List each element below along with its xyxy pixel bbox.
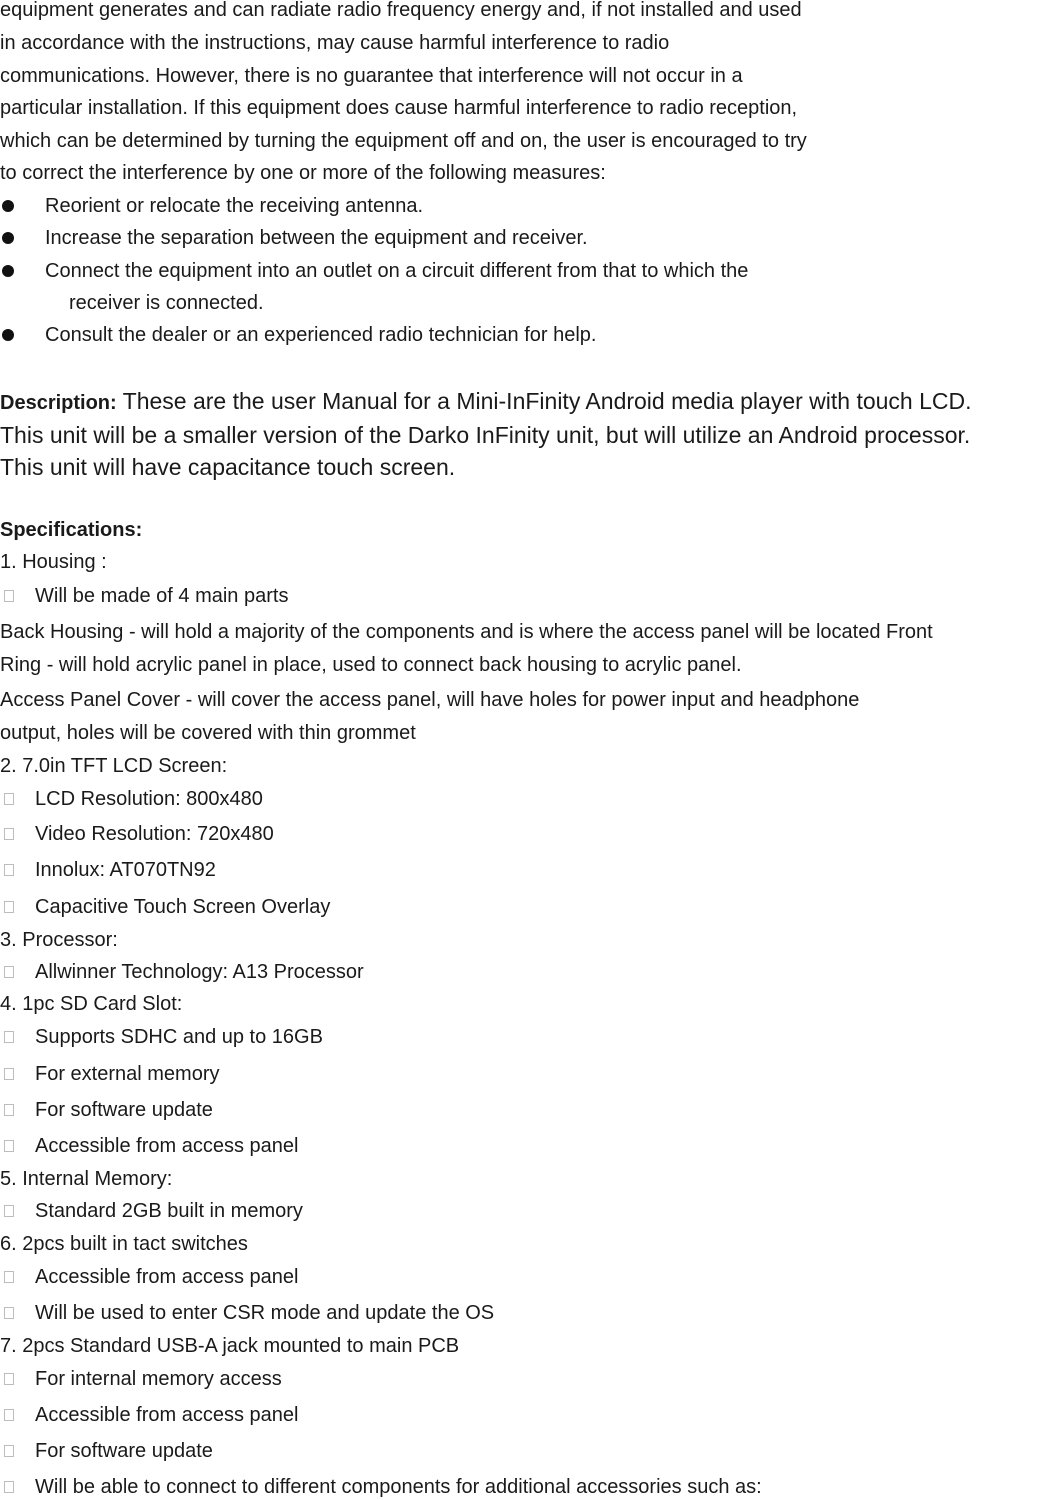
box-icon bbox=[4, 864, 14, 876]
spec-item-text: Accessible from access panel bbox=[35, 1404, 299, 1426]
box-icon bbox=[4, 1307, 14, 1319]
intro-line: in accordance with the instructions, may cause harmful interference to radio bbox=[0, 32, 670, 54]
measure-text: Reorient or relocate the receiving antenna. bbox=[45, 195, 424, 217]
box-icon bbox=[4, 901, 14, 913]
spec-paragraph-line: Access Panel Cover - will cover the access panel, will have holes for power input and headphone bbox=[0, 689, 860, 711]
spec-item-text: For software update bbox=[35, 1440, 213, 1462]
spec-item-text: Allwinner Technology: A13 Processor bbox=[35, 961, 364, 983]
spec-heading: 5. Internal Memory: bbox=[0, 1168, 173, 1190]
spec-item-text: Standard 2GB built in memory bbox=[35, 1200, 303, 1222]
spec-item-text: Supports SDHC and up to 16GB bbox=[35, 1026, 323, 1048]
bullet-icon bbox=[2, 329, 14, 341]
box-icon bbox=[4, 966, 14, 978]
spec-heading: 6. 2pcs built in tact switches bbox=[0, 1233, 248, 1255]
spec-item-text: LCD Resolution: 800x480 bbox=[35, 788, 263, 810]
spec-item-text: For internal memory access bbox=[35, 1368, 282, 1390]
measure-text: Increase the separation between the equipment and receiver. bbox=[45, 227, 588, 249]
bullet-icon bbox=[2, 265, 14, 277]
box-icon bbox=[4, 1031, 14, 1043]
box-icon bbox=[4, 1271, 14, 1283]
spec-paragraph-line: output, holes will be covered with thin grommet bbox=[0, 722, 416, 744]
box-icon bbox=[4, 1140, 14, 1152]
spec-item-text: Accessible from access panel bbox=[35, 1266, 299, 1288]
box-icon bbox=[4, 1104, 14, 1116]
box-icon bbox=[4, 793, 14, 805]
spec-item-text: Video Resolution: 720x480 bbox=[35, 823, 274, 845]
box-icon bbox=[4, 828, 14, 840]
spec-item-text: Capacitive Touch Screen Overlay bbox=[35, 896, 331, 918]
spec-item-text: Will be used to enter CSR mode and update the OS bbox=[35, 1302, 495, 1324]
box-icon bbox=[4, 590, 14, 602]
spec-item-text: Will be made of 4 main parts bbox=[35, 585, 289, 607]
spec-heading: 7. 2pcs Standard USB-A jack mounted to main PCB bbox=[0, 1335, 460, 1357]
description-text: These are the user Manual for a Mini-InFinity Android media player with touch LCD. bbox=[122, 388, 972, 414]
bullet-icon bbox=[2, 200, 14, 212]
description-line: This unit will have capacitance touch screen. bbox=[0, 454, 456, 480]
spec-item-text: For external memory bbox=[35, 1063, 220, 1085]
measure-text: Consult the dealer or an experienced radio technician for help. bbox=[45, 324, 597, 346]
intro-line: to correct the interference by one or more of the following measures: bbox=[0, 162, 606, 184]
spec-heading: 1. Housing : bbox=[0, 551, 107, 573]
bullet-icon bbox=[2, 232, 14, 244]
spec-heading: 4. 1pc SD Card Slot: bbox=[0, 993, 183, 1015]
spec-paragraph-line: Ring - will hold acrylic panel in place, used to connect back housing to acrylic panel. bbox=[0, 654, 742, 676]
description-line: This unit will be a smaller version of the Darko InFinity unit, but will utilize an Android processor. bbox=[0, 422, 971, 448]
spec-heading: 3. Processor: bbox=[0, 929, 118, 951]
intro-line: particular installation. If this equipment does cause harmful interference to radio reception, bbox=[0, 97, 798, 119]
intro-line: communications. However, there is no guarantee that interference will not occur in a bbox=[0, 65, 743, 87]
spec-heading: 2. 7.0in TFT LCD Screen: bbox=[0, 755, 228, 777]
box-icon bbox=[4, 1445, 14, 1457]
box-icon bbox=[4, 1373, 14, 1385]
specifications-heading: Specifications: bbox=[0, 519, 143, 541]
measure-text: Connect the equipment into an outlet on a circuit different from that to which the bbox=[45, 260, 749, 282]
box-icon bbox=[4, 1481, 14, 1493]
measure-continuation: receiver is connected. bbox=[69, 292, 264, 314]
spec-item-text: Innolux: AT070TN92 bbox=[35, 859, 216, 881]
spec-item-text: Will be able to connect to different components for additional accessories such as: bbox=[35, 1476, 762, 1498]
box-icon bbox=[4, 1409, 14, 1421]
description-line bbox=[0, 387, 972, 417]
box-icon bbox=[4, 1068, 14, 1080]
box-icon bbox=[4, 1205, 14, 1217]
spec-item-text: For software update bbox=[35, 1099, 213, 1121]
description-label: Description: bbox=[0, 392, 117, 414]
spec-paragraph-line: Back Housing - will hold a majority of the components and is where the access panel will be located Front bbox=[0, 621, 933, 643]
spec-item-text: Accessible from access panel bbox=[35, 1135, 299, 1157]
intro-line: equipment generates and can radiate radio frequency energy and, if not installed and used bbox=[0, 0, 802, 21]
intro-line: which can be determined by turning the equipment off and on, the user is encouraged to try bbox=[0, 130, 807, 152]
